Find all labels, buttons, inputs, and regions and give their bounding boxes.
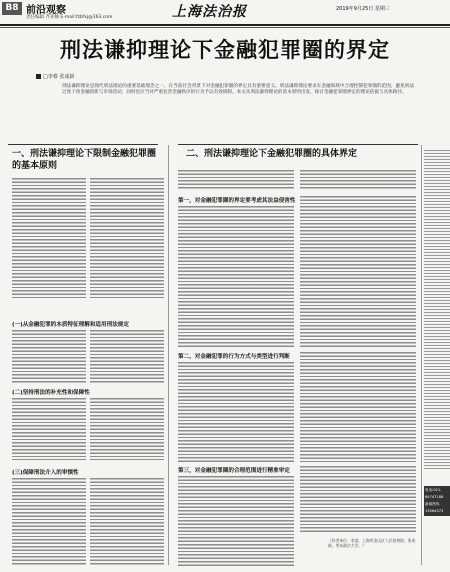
sidebar-notices (424, 150, 450, 470)
header-rule (0, 24, 450, 26)
column-divider (168, 145, 169, 565)
right-intro-text-b (300, 170, 416, 190)
right-heading-rule (178, 144, 418, 145)
left-col-b-text-3 (90, 398, 164, 460)
hotline-line-2: 64747188 (425, 495, 444, 499)
subheading-right-3: 第三，对金融犯罪圈的合理范围进行精准审定 (178, 468, 290, 474)
right-intro-text-a (178, 170, 294, 190)
subheading-right-1: 第一，对金融犯罪圈的界定要考虑其法益侵害性 (178, 198, 296, 204)
left-col-b-text (90, 178, 164, 298)
sidebar-divider (421, 145, 422, 565)
right-section-heading: 二、刑法谦抑理论下金融犯罪圈的具体界定 (186, 149, 358, 159)
right-col-a-text (178, 206, 294, 348)
right-col-b-text (300, 196, 416, 348)
right-col-a-text-3 (178, 476, 294, 566)
hotline-line-4: 13564373 (425, 509, 444, 513)
left-section-heading: 一、刑法谦抑理论下限制金融犯罪圈的基本原则 (12, 149, 157, 171)
newspaper-masthead: 上海法治报 (172, 4, 247, 20)
dateline: 2019年9月25日 星期三 (336, 6, 390, 12)
header-rule-thin (0, 27, 450, 28)
right-col-b-text-3 (300, 466, 416, 532)
section-name: 前沿观察 (26, 5, 66, 16)
hotline-line-1: 电话:021- (425, 488, 442, 492)
left-col-a-text-3 (12, 398, 86, 460)
right-col-b-text-2 (300, 352, 416, 462)
hotline-line-3: 新闻热线 (425, 502, 440, 506)
left-col-a-text-4 (12, 478, 86, 566)
article-byline (36, 73, 74, 80)
left-col-a-text-2 (12, 330, 86, 384)
subheading-left-2: (二)坚持刑法的补充性和保障性 (12, 390, 90, 396)
left-col-b-text-4 (90, 478, 164, 566)
left-heading-rule (8, 144, 158, 145)
page-number-badge: B8 (2, 2, 22, 15)
byline-marker-icon (36, 74, 41, 79)
left-col-b-text-2 (90, 330, 164, 384)
editors-line: 责任编辑 齐亚楠 E-mail:fzbfxj@163.com (26, 15, 113, 20)
subheading-right-2: 第二，对金融犯罪的行为方式与类型进行判断 (178, 354, 290, 360)
byline-text: □李睿 张成新 (43, 74, 75, 80)
author-footnote: （作者单位：李睿，上海市金山区人民检察院；张成新，华东政法大学。） (328, 538, 416, 548)
subheading-left-3: (三)保障刑法介入的审慎性 (12, 470, 79, 476)
article-title: 刑法谦抑理论下金融犯罪圈的界定 (60, 38, 390, 62)
article-abstract: 刑法谦抑理论是现代刑法理论的重要基础理念之一，在当前社会背景下对金融犯罪圈的界定具有重要意义。刑法谦抑理论要求在金融领域中合理控制犯罪圈的范围，避免刑法过度干预金融创新与市场活动，同时也应当对严重危害金融秩序的行为予以有效规制。本文从刑法谦抑理论的基本原则出发，探讨金融犯罪圈界定的理论依据与具体路径。 (62, 84, 414, 96)
right-col-a-text-2 (178, 362, 294, 462)
left-col-a-text (12, 178, 86, 298)
subheading-left-1: (一)从金融犯罪的本质特征理解和适用刑法规定 (12, 322, 129, 328)
hotline-box (424, 486, 450, 516)
